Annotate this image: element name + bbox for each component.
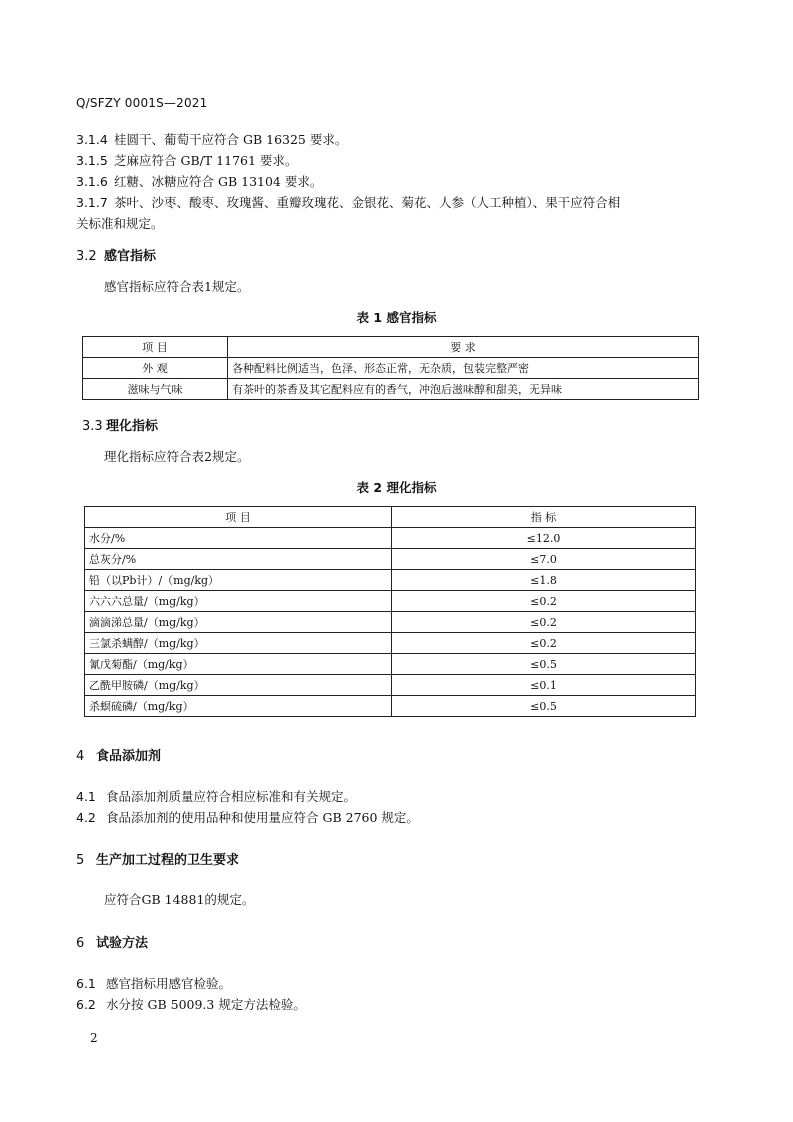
- section-6-heading: [76, 932, 148, 951]
- clause-3-1-5: [76, 151, 297, 169]
- section-title: 食品添加剂: [96, 749, 162, 764]
- row-value: ≤12.0: [392, 528, 696, 549]
- clause-3-1-4: [76, 130, 347, 148]
- table-row: [85, 570, 696, 591]
- section-3-2-heading: [76, 245, 156, 264]
- row-value: ≤1.8: [392, 570, 696, 591]
- row-value: ≤0.1: [392, 675, 696, 696]
- physicochemical-table: [84, 506, 696, 717]
- clause-text: 茶叶、沙枣、酸枣、玫瑰酱、重瓣玫瑰花、金银花、菊花、人参（人工种植）、果干应符合相: [114, 195, 621, 210]
- header-requirement: 要 求: [228, 337, 699, 358]
- section-5-heading: [76, 849, 239, 868]
- clause-number: 4.1: [76, 789, 96, 804]
- table-header-row: [85, 507, 696, 528]
- header-index: 指 标: [392, 507, 696, 528]
- clause-number: 3.1.5: [76, 153, 108, 168]
- section-title: 生产加工过程的卫生要求: [96, 853, 240, 868]
- row-item: 总灰分/%: [85, 549, 392, 570]
- sensory-table: [82, 336, 699, 400]
- clause-text: 红糖、冰糖应符合 GB 13104 要求。: [114, 174, 323, 189]
- clause-text: 感官指标用感官检验。: [106, 976, 232, 991]
- table-row: [85, 633, 696, 654]
- clause-number: 6.2: [76, 997, 96, 1012]
- clause-text: 食品添加剂质量应符合相应标准和有关规定。: [106, 789, 357, 804]
- clause-3-1-7-continued: 关标准和规定。: [76, 216, 164, 231]
- section-number: 3.3: [82, 419, 103, 434]
- row-value: ≤0.5: [392, 654, 696, 675]
- table-row: [83, 358, 699, 379]
- table-row: [85, 612, 696, 633]
- table-header-row: [83, 337, 699, 358]
- clause-4-2: [76, 808, 419, 826]
- table-1-caption: 表 1 感官指标: [356, 310, 437, 325]
- table-row: [85, 654, 696, 675]
- section-number: 6: [76, 936, 85, 951]
- clause-number: 3.1.4: [76, 132, 108, 147]
- table-row: [85, 696, 696, 717]
- table-row: [85, 591, 696, 612]
- clause-number: 3.1.7: [76, 195, 108, 210]
- section-title: 理化指标: [106, 419, 159, 434]
- row-item: 水分/%: [85, 528, 392, 549]
- row-item: 乙酰甲胺磷/（mg/kg）: [85, 675, 392, 696]
- table-row: [85, 528, 696, 549]
- row-item: 滋味与气味: [83, 379, 228, 400]
- clause-number: 4.2: [76, 810, 96, 825]
- section-number: 5: [76, 853, 85, 868]
- clause-text: 水分按 GB 5009.3 规定方法检验。: [106, 997, 306, 1012]
- page-number: 2: [90, 1031, 98, 1045]
- table-2-caption: 表 2 理化指标: [356, 480, 437, 495]
- section-5-paragraph: 应符合GB 14881的规定。: [104, 892, 255, 907]
- row-value: ≤0.5: [392, 696, 696, 717]
- table-row: [83, 379, 699, 400]
- row-item: 六六六总量/（mg/kg）: [85, 591, 392, 612]
- clause-3-1-7: [76, 193, 620, 211]
- clause-number: 3.1.6: [76, 174, 108, 189]
- clause-text: 芝麻应符合 GB/T 11761 要求。: [114, 153, 298, 168]
- row-item: 铅（以Pb计）/（mg/kg）: [85, 570, 392, 591]
- clause-6-2: [76, 995, 306, 1013]
- clause-3-1-6: [76, 172, 322, 190]
- document-code: Q/SFZY 0001S—2021: [76, 96, 208, 110]
- row-value: ≤0.2: [392, 612, 696, 633]
- row-item: 杀螟硫磷/（mg/kg）: [85, 696, 392, 717]
- row-value: ≤0.2: [392, 591, 696, 612]
- section-3-2-paragraph: 感官指标应符合表1规定。: [104, 279, 250, 294]
- clause-4-1: [76, 787, 356, 805]
- section-number: 4: [76, 749, 85, 764]
- section-3-3-paragraph: 理化指标应符合表2规定。: [104, 449, 250, 464]
- clause-text: 食品添加剂的使用品种和使用量应符合 GB 2760 规定。: [106, 810, 419, 825]
- table-row: [85, 675, 696, 696]
- row-value: ≤0.2: [392, 633, 696, 654]
- header-item: 项 目: [85, 507, 392, 528]
- section-title: 试验方法: [96, 936, 149, 951]
- table-row: [85, 549, 696, 570]
- row-requirement: 有茶叶的茶香及其它配料应有的香气，冲泡后滋味醇和甜美，无异味: [228, 379, 699, 400]
- section-3-3-heading: [82, 415, 158, 434]
- row-value: ≤7.0: [392, 549, 696, 570]
- header-item: 项 目: [83, 337, 228, 358]
- clause-number: 6.1: [76, 976, 96, 991]
- section-title: 感官指标: [104, 249, 157, 264]
- row-item: 滴滴涕总量/（mg/kg）: [85, 612, 392, 633]
- row-item: 氰戊菊酯/（mg/kg）: [85, 654, 392, 675]
- row-requirement: 各种配料比例适当，色泽、形态正常，无杂质，包装完整严密: [228, 358, 699, 379]
- section-4-heading: [76, 745, 161, 764]
- row-item: 外 观: [83, 358, 228, 379]
- row-item: 三氯杀螨醇/（mg/kg）: [85, 633, 392, 654]
- clause-6-1: [76, 974, 231, 992]
- section-number: 3.2: [76, 249, 97, 264]
- clause-text: 桂圆干、葡萄干应符合 GB 16325 要求。: [114, 132, 348, 147]
